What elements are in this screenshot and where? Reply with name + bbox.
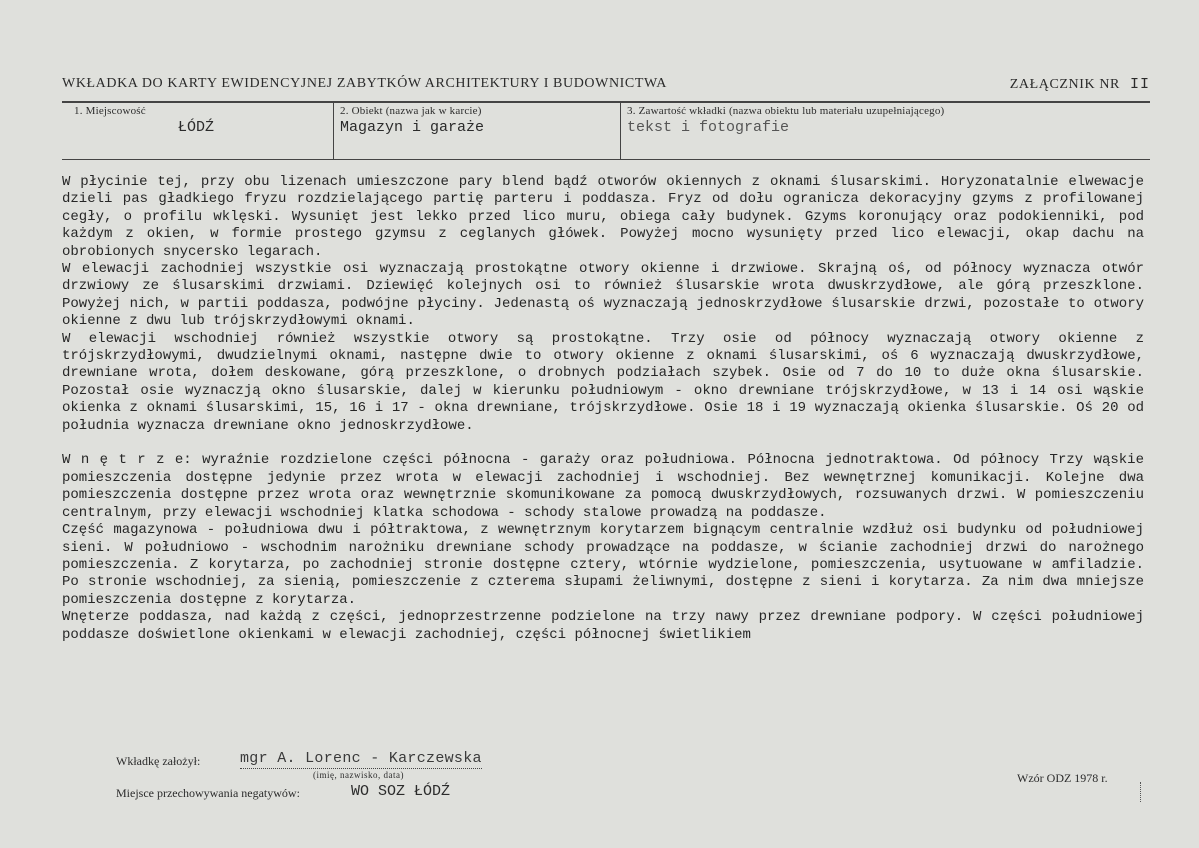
paragraph-attic: Wnęterze poddasza, nad każdą z części, jednoprzestrzenne podzielone na trzy nawy przez drewniane podpory. W części południowej poddasze doświetlone okienkami w elewacji zachodniej, części północnej świetlikiem: [62, 609, 1144, 643]
paragraph-west-elevation: W elewacji zachodniej wszystkie osi wyznaczają prostokątne otwory okienne i drzwiowe. Skrajną oś, od północy wyznacza otwór drzwiowy ze ślusarskimi drzwiami. Dziewięć kolejnych osi to również ślusarskie wrota dwuskrzydłowe, ale górą przeszklone. Powyżej nich, w partii poddasza, podwójne płyciny. Jedenastą oś wyznaczają jednoskrzydłowe ślusarskie drzwi, pozostałe to otwory okienne z dwu lub trójskrzydłowymi oknami.: [62, 261, 1144, 330]
content-value: tekst i fotografie: [627, 119, 790, 136]
object-value: Magazyn i garaże: [340, 119, 485, 136]
creator-hint: (imię, nazwisko, data): [313, 770, 404, 780]
locality-field: [62, 103, 332, 159]
paragraph-warehouse: Część magazynowa - południowa dwu i półtraktowa, z wewnętrznym korytarzem bignącym centralnie wzdłuż osi budynku od południowej sieni. W południowo - wschodnim narożniku drewniane schody prowadzące na poddasze, w ścianie zachodniej drzwi do narożnego pomieszczenia. Z korytarza, po zachodniej stronie dostępne cztery, wtórnie wydzielone, pomieszczenia, usytuowane w amfiladzie. Po stronie wschodniej, za sienią, pomieszczenie z czterema słupami żeliwnymi, dostępne z sieni i korytarza. Za nim dwa mniejsze pomieszczenia dostępne z korytarza.: [62, 522, 1144, 608]
content-field: [620, 103, 1151, 159]
annex-number: II: [1129, 76, 1150, 93]
form-header: [62, 76, 1150, 96]
annex-label-text: ZAŁĄCZNIK NR: [1009, 77, 1120, 92]
creator-value: mgr A. Lorenc - Karczewska: [240, 750, 482, 767]
form-fields: [62, 101, 1150, 160]
locality-label: 1. Miejscowość: [74, 105, 146, 117]
object-label: 2. Obiekt (nazwa jak w karcie): [340, 105, 482, 117]
locality-value: ŁÓDŹ: [178, 119, 215, 136]
paragraph-interior: W n ę t r z e: wyraźnie rozdzielone części północna - garaży oraz południowa. Północna jednotraktowa. Od północy Trzy wąskie pomieszczenia dostępne jedynie przez wrota w elewacji zachodniej i wschodniej. Bez wewnętrznej komunikacji. Kolejne dwa pomieszczenia dostępne przez wrota oraz wewnętrznie skomunikowane za pomocą dwuskrzydłowych, rozsuwanych drzwi. W pomieszczeniu centralnym, przy elewacji wschodniej klatka schodowa - schody stalowe prowadzą na poddasze.: [62, 452, 1144, 521]
description-body: [62, 174, 1144, 644]
storage-value: WO SOZ ŁÓDŹ: [351, 783, 451, 800]
paragraph-facade: W płycinie tej, przy obu lizenach umieszczone pary blend bądź otworów okiennych z oknami ślusarskimi. Horyzonatalnie elwewacje dzieli pas gładkiego fryzu rozdzielającego partię parteru i poddasza. Fryz od dołu ogranicza dekoracyjny gzyms z profilowanej cegły, o profilu wklęski. Wysunięt jest lekko przed lico muru, obiega cały budynek. Gzyms koronujący oraz podokienniki, pod każdym z okien, w formie prostego gzymsu z ceglanych główek. Powyżej mocno wysunięty przed lico elewacji, okap dachu na obrobionych snycersko legarach.: [62, 174, 1144, 260]
content-label: 3. Zawartość wkładki (nazwa obiektu lub materiału uzupełniającego): [627, 105, 945, 117]
edge-mark: [1140, 782, 1143, 802]
object-field: [333, 103, 620, 159]
annex-label: [1010, 76, 1150, 93]
storage-label: Miejsce przechowywania negatywów:: [116, 786, 300, 800]
form-pattern: Wzór ODZ 1978 r.: [1017, 771, 1108, 785]
creator-label: Wkładkę założył:: [116, 754, 201, 768]
paragraph-east-elevation: W elewacji wschodniej również wszystkie otwory są prostokątne. Trzy osie od północy wyznaczają otwory okienne z trójskrzydłowymi, dwudzielnymi oknami, następne dwie to otwory okienne z oknami ślusarskimi, oś 6 wyznaczają dwuskrzydłowe, drewniane wrota, dołem deskowane, górą przeszklone, o drobnych podziałach szybek. Osie od 7 do 10 to duże okna ślusarskie. Pozostał osie wyznaczją okno ślusarskie, dalej w kierunku południowym - okno drewniane trójskrzydłowe, w 13 i 14 osi wąskie okienka z oknami ślusarskimi, 15, 16 i 17 - okna drewniane, trójskrzydłowe. Osie 18 i 19 wyznaczają okienka ślusarskie. Oś 20 od południa wyznacza drewniane okno jednoskrzydłowe.: [62, 330, 1144, 434]
form-title: WKŁADKA DO KARTY EWIDENCYJNEJ ZABYTKÓW ARCHITEKTURY I BUDOWNICTWA: [62, 76, 667, 91]
